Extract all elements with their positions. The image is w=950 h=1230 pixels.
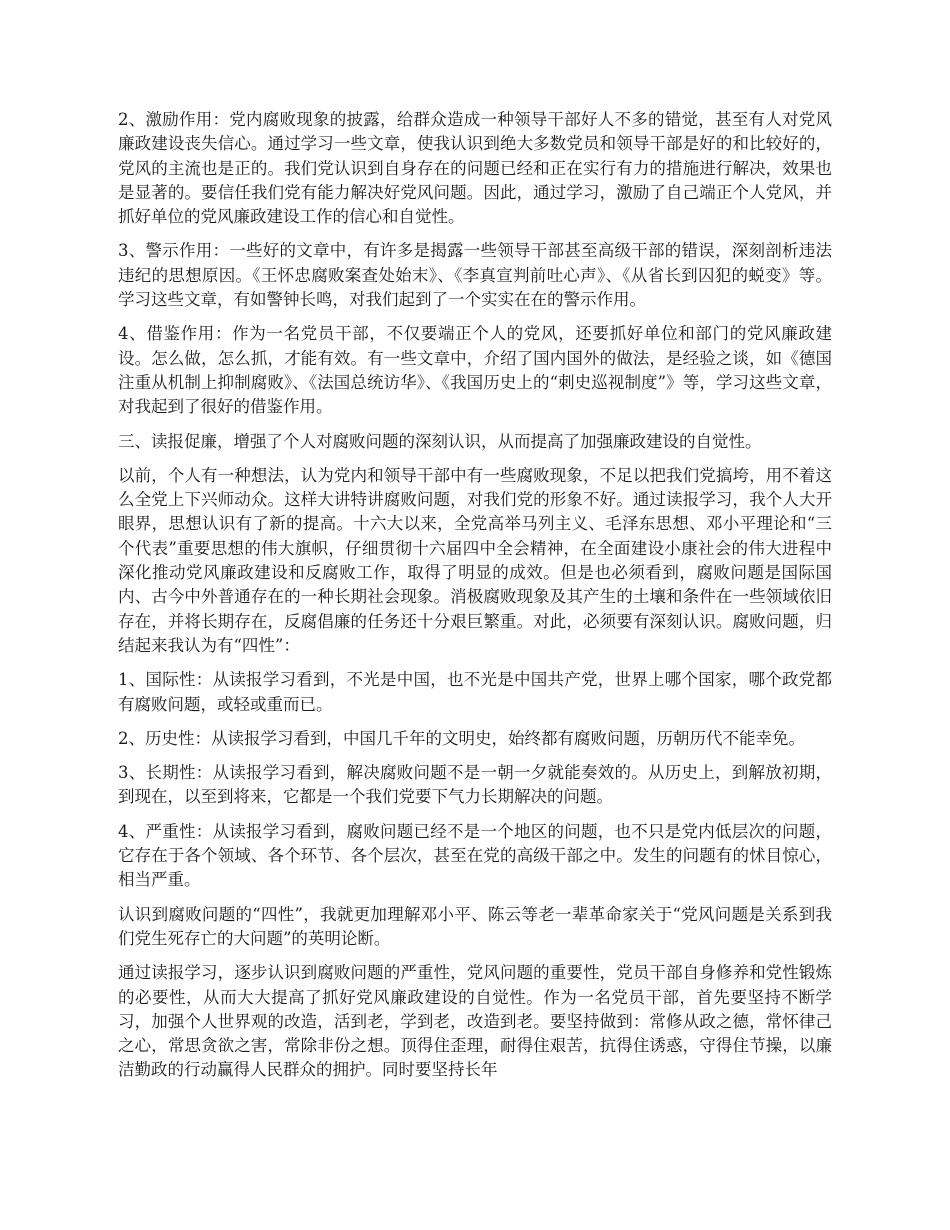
paragraph-historical: 2、历史性：从读报学习看到，中国几千年的文明史，始终都有腐败问题，历朝历代不能幸免。 [118, 728, 805, 748]
paragraph-four-characteristics: 认识到腐败问题的“四性”，我就更加理解邓小平、陈云等老一辈革命家关于“党风问题是关系到我们党生死存亡的大问题”的英明论断。 [118, 904, 832, 948]
section-heading-three: 三、读报促廉，增强了个人对腐败问题的深刻认识，从而提高了加强廉政建设的自觉性。 [118, 431, 762, 451]
paragraph-severity: 4、严重性：从读报学习看到，腐败问题已经不是一个地区的问题，也不只是党内低层次的问题，它存在于各个领域、各个环节、各个层次，甚至在党的高级干部之中。发生的问题有的怵目惊心，相当严重。 [118, 821, 832, 890]
paragraph-previous-view: 以前，个人有一种想法，认为党内和领导干部中有一些腐败现象，不足以把我们党搞垮，用不着这么全党上下兴师动众。这样大讲特讲腐败问题，对我们党的形象不好。通过读报学习，我个人大开眼界，思想认识有了新的提高。十六大以来，全党高举马列主义、毛泽东思想、邓小平理论和“三个代表”重要思想的伟大旗帜，仔细贯彻十六届四中全会精神，在全面建设小康社会的伟大进程中深化推动党风廉政建设和反腐败工作，取得了明显的成效。但是也必须看到，腐败问题是国际国内、古今中外普通存在的一种长期社会现象。消极腐败现象及其产生的土壤和条件在一些领域依旧存在，并将长期存在，反腐倡廉的任务还十分艰巨繁重。对此，必须要有深刻认识。腐败问题，归结起来我认为有“四性”： [118, 465, 832, 655]
paragraph-international: 1、国际性：从读报学习看到，不光是中国，也不光是中国共产党，世界上哪个国家，哪个政党都有腐败问题，或轻或重而已。 [118, 670, 832, 714]
paragraph-reference-role: 4、借鉴作用：作为一名党员干部，不仅要端正个人的党风，还要抓好单位和部门的党风廉政建设。怎么做，怎么抓，才能有效。有一些文章中，介绍了国内国外的做法，是经验之谈，如《德国注重从机制上抑制腐败》、《法国总统访华》、《我国历史上的“刺史巡视制度”》等，学习这些文章，对我起到了很好的借鉴作用。 [118, 324, 832, 417]
paragraph-conclusion: 通过读报学习，逐步认识到腐败问题的严重性，党风问题的重要性，党员干部自身修养和党性锻炼的必要性，从而大大提高了抓好党风廉政建设的自觉性。作为一名党员干部，首先要坚持不断学习，加强个人世界观的改造，活到老，学到老，改造到老。要坚持做到：常修从政之德，常怀律己之心，常思贪欲之害，常除非份之想。顶得住歪理，耐得住艰苦，抗得住诱惑，守得住节操，以廉洁勤政的行动赢得人民群众的拥护。同时要坚持长年 [118, 963, 832, 1080]
paragraph-incentive-role: 2、激励作用：党内腐败现象的披露，给群众造成一种领导干部好人不多的错觉，甚至有人对党风廉政建设丧失信心。通过学习一些文章，使我认识到绝大多数党员和领导干部是好的和比较好的，党风的主流也是正的。我们党认识到自身存在的问题已经和正在实行有力的措施进行解决，效果也是显著的。要信任我们党有能力解决好党风问题。因此，通过学习，激励了自己端正个人党风，并抓好单位的党风廉政建设工作的信心和自觉性。 [118, 110, 832, 227]
paragraph-long-term: 3、长期性：从读报学习看到，解决腐败问题不是一朝一夕就能奏效的。从历史上，到解放初期，到现在，以至到将来，它都是一个我们党要下气力长期解决的问题。 [118, 763, 832, 807]
paragraph-warning-role: 3、警示作用：一些好的文章中，有许多是揭露一些领导干部甚至高级干部的错误，深刻剖析违法违纪的思想原因。《王怀忠腐败案查处始末》、《李真宣判前吐心声》、《从省长到囚犯的蜕变》等。学习这些文章，有如警钟长鸣，对我们起到了一个实实在在的警示作用。 [118, 241, 832, 310]
